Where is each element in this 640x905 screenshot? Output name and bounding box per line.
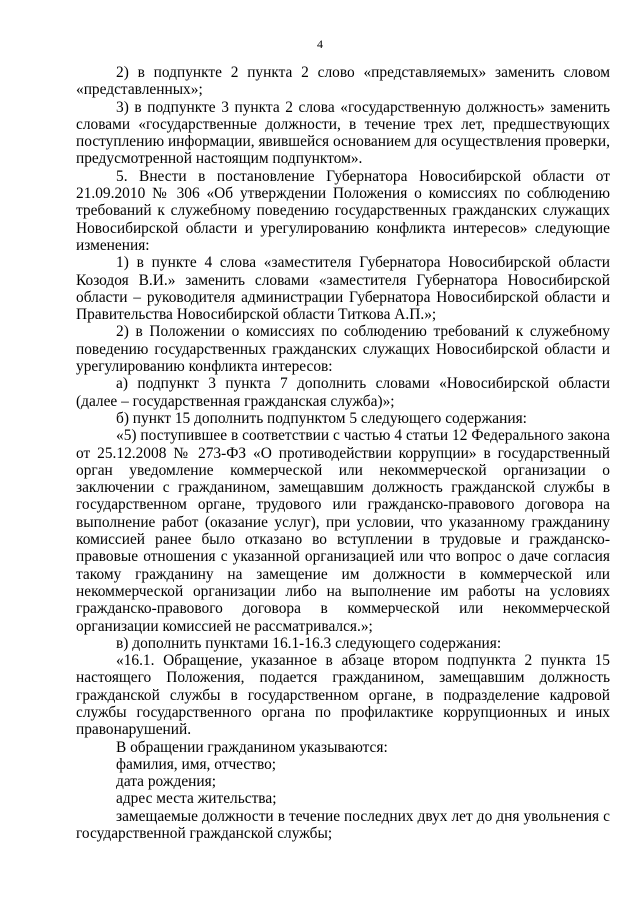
paragraph-full-name: фамилия, имя, отчество; bbox=[116, 755, 277, 773]
paragraph-item-5: 5. Внести в постановление Губернатора Новосибирской области от 21.09.2010 № 306 «Об утверждении Положения о комиссиях по соблюдению требований к служебному поведению государственных гражданских служащих Новосибирской области и урегулированию конфликта интересов» следующие изменения: bbox=[76, 167, 610, 254]
page-number: 4 bbox=[317, 37, 323, 51]
paragraph-item-5-2-v: в) дополнить пунктами 16.1-16.3 следующего содержания: bbox=[116, 634, 502, 652]
paragraph-item-5-2-a: а) подпункт 3 пункта 7 дополнить словами «Новосибирской области (далее – государственная гражданская служба)»; bbox=[76, 375, 610, 410]
paragraph-address: адрес места жительства; bbox=[116, 790, 277, 808]
paragraph-item-5-1: 1) в пункте 4 слова «заместителя Губернатора Новосибирской области Козодоя В.И.» заменить словами «заместителя Губернатора Новосибирской области – руководителя администрации Губернатора Новосибирской области и Правительства Новосибирской области Титкова А.П.»; bbox=[76, 254, 610, 324]
paragraph-item-5-2-b: б) пункт 15 дополнить подпунктом 5 следующего содержания: bbox=[116, 409, 527, 427]
paragraph-appeal-contents: В обращении гражданином указываются: bbox=[116, 738, 388, 756]
paragraph-subitem-2: 2) в подпункте 2 пункта 2 слово «представляемых» заменить словом «представленных»; bbox=[76, 64, 610, 99]
paragraph-birth-date: дата рождения; bbox=[116, 773, 216, 791]
document-body bbox=[76, 64, 610, 842]
paragraph-subitem-3: 3) в подпункте 3 пункта 2 слова «государственную должность» заменить словами «государственные должности, в течение трех лет, предшествующих поступлению информации, явившейся основанием для осуществления проверки, предусмотренной настоящим подпунктом». bbox=[76, 98, 610, 168]
paragraph-quoted-subitem-5: «5) поступившее в соответствии с частью 4 статьи 12 Федерального закона от 25.12.2008 № 273-ФЗ «О противодействии коррупции» в государственный орган уведомление коммерческой или некоммерческой организации о заключении с гражданином, замещавшим должность гражданской службы в государственном органе, трудового или гражданско-правового договора на выполнение работ (оказание услуг), при условии, что указанному гражданину комиссией ранее было отказано во вступлении в трудовые и гражданско-правовые отношения с указанной организацией или что вопрос о даче согласия такому гражданину на замещение им должности в коммерческой или некоммерческой организации либо на выполнение им работы на условиях гражданско-правового договора в коммерческой или некоммерческой организации комиссией не рассматривался.»; bbox=[76, 427, 610, 635]
paragraph-positions: замещаемые должности в течение последних двух лет до дня увольнения с государственной гражданской службы; bbox=[76, 807, 610, 843]
paragraph-quoted-16-1: «16.1. Обращение, указанное в абзаце втором подпункта 2 пункта 15 настоящего Положения, подается гражданином, замещавшим должность гражданской службы в государственном органе, в подразделение кадровой службы государственного органа по профилактике коррупционных и иных правонарушений. bbox=[76, 652, 610, 739]
paragraph-item-5-2: 2) в Положении о комиссиях по соблюдению требований к служебному поведению государственных гражданских служащих Новосибирской области и урегулированию конфликта интересов: bbox=[76, 323, 610, 376]
